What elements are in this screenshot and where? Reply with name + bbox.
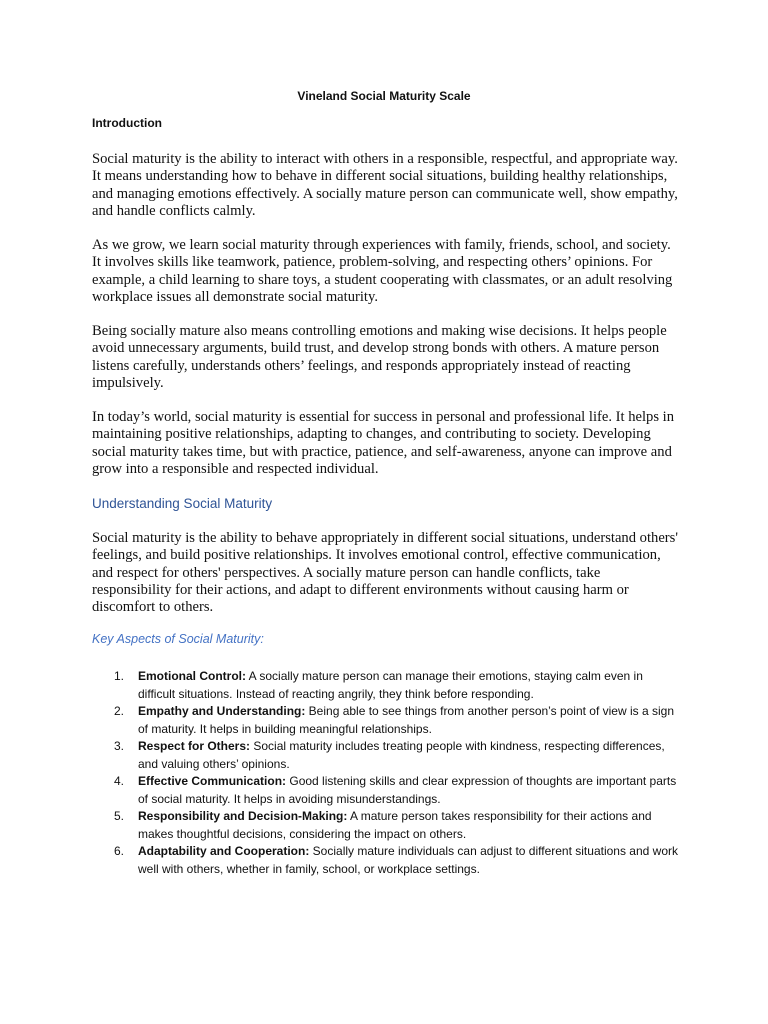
intro-paragraph: As we grow, we learn social maturity through experiences with family, friends, school, and society. It involves skills like teamwork, patience, problem-solving, and respecting others’ opinions. For example, a child learning to share toys, a student cooperating with classmates, or an adult resolving workplace issues all demonstrate social maturity. [92, 237, 673, 305]
list-item-number: 3. [114, 739, 125, 753]
list-item [92, 843, 682, 878]
list-item-term: Effective Communication: [138, 774, 287, 788]
list-item-term: Empathy and Understanding: [138, 704, 306, 718]
list-item-number: 6. [114, 844, 125, 858]
intro-paragraph: In today’s world, social maturity is essential for success in personal and professional life. It helps in maintaining positive relationships, adapting to changes, and contributing to society. Developing social maturity takes time, but with practice, patience, and self-awareness, anyone can improve and grow into a responsible and respected individual. [92, 409, 674, 477]
list-item-text: A mature person takes responsibility for their actions and makes thoughtful decisions, considering the impact on others. [138, 809, 652, 841]
list-item-term: Responsibility and Decision-Making: [138, 809, 348, 823]
list-item-text: A socially mature person can manage their emotions, staying calm even in difficult situations. Instead of reacting angrily, they think before responding. [138, 669, 643, 701]
list-item-text: Socially mature individuals can adjust to different situations and work well with others, whether in family, school, or workplace settings. [138, 844, 678, 876]
list-item-term: Emotional Control: [138, 669, 246, 683]
list-item [92, 668, 682, 703]
list-item-number: 5. [114, 809, 125, 823]
list-item [92, 703, 682, 738]
intro-paragraph: Social maturity is the ability to interact with others in a responsible, respectful, and appropriate way. It means understanding how to behave in different social situations, building healthy relationships, and managing emotions effectively. A socially mature person can communicate well, show empathy, and handle conflicts calmly. [92, 151, 678, 219]
list-item-text: Being able to see things from another person’s point of view is a sign of maturity. It helps in building meaningful relationships. [138, 704, 675, 736]
list-item [92, 808, 682, 843]
section-paragraph: Social maturity is the ability to behave appropriately in different social situations, understand others' feelings, and build positive relationships. It involves emotional control, effective communication, and respect for others' perspectives. A socially mature person can handle conflicts, take responsibility for their actions, and adapt to different environments without causing harm or discomfort to others. [92, 530, 678, 616]
list-item-term: Respect for Others: [138, 739, 251, 753]
list-item [92, 773, 682, 808]
list-item-term: Adaptability and Cooperation: [138, 844, 310, 858]
introduction-heading: Introduction [92, 116, 162, 130]
section-heading: Understanding Social Maturity [92, 496, 273, 511]
list-item-text: Good listening skills and clear expression of thoughts are important parts of social maturity. It helps in avoiding misunderstandings. [138, 774, 677, 806]
key-aspects-list [92, 668, 682, 878]
document-title: Vineland Social Maturity Scale [297, 89, 471, 103]
list-item-number: 4. [114, 774, 125, 788]
intro-paragraph: Being socially mature also means controlling emotions and making wise decisions. It helps people avoid unnecessary arguments, build trust, and develop strong bonds with others. A mature person listens carefully, understands others’ feelings, and responds appropriately instead of reacting impulsively. [92, 323, 667, 391]
list-item-number: 2. [114, 704, 125, 718]
list-item-text: Social maturity includes treating people with kindness, respecting differences, and valuing others’ opinions. [138, 739, 665, 771]
list-item-number: 1. [114, 669, 125, 683]
key-aspects-heading: Key Aspects of Social Maturity: [92, 632, 264, 646]
list-item [92, 738, 682, 773]
